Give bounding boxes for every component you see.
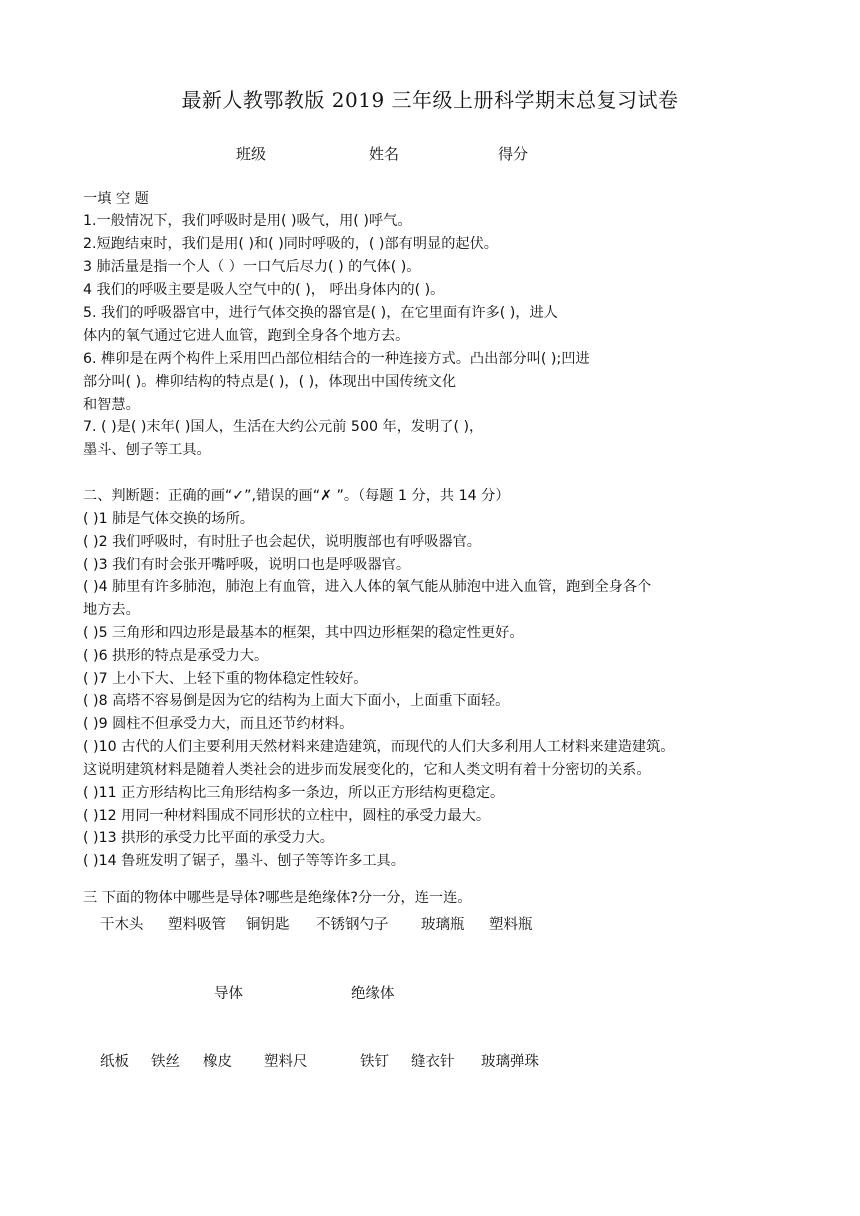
fill-blank-line: 和智慧。 (83, 397, 140, 413)
item-eraser: 橡皮 (203, 1054, 232, 1070)
judgment-line: ( )12 用同一种材料围成不同形状的立柱中，圆柱的承受力最大。 (83, 808, 491, 824)
judgment-line: ( )14 鲁班发明了锯子，墨斗、刨子等等许多工具。 (83, 853, 405, 869)
section3-heading: 三 下面的物体中哪些是导体?哪些是绝缘体?分一分，连一连。 (83, 890, 472, 906)
fill-blank-line: 墨斗、刨子等工具。 (83, 442, 211, 458)
section2-heading: 二、判断题：正确的画“✓”,错误的画“✗ ”。（每题 1 分，共 14 分） (83, 488, 510, 504)
fill-blank-line: 部分叫( )。榫卯结构的特点是( )，( )，体现出中国传统文化 (83, 374, 457, 390)
fill-blank-line: 体内的氧气通过它进人血管，跑到全身各个地方去。 (83, 328, 410, 344)
judgment-line: 地方去。 (83, 602, 140, 618)
judgment-line: ( )3 我们有时会张开嘴呼吸，说明口也是呼吸器官。 (83, 557, 411, 573)
top-items-row (100, 913, 549, 934)
judgment-line: ( )13 拱形的承受力比平面的承受力大。 (83, 830, 334, 846)
fill-blank-line: 5. 我们的呼吸器官中，进行气体交换的器官是( )，在它里面有许多( )，进人 (83, 305, 558, 321)
judgment-line: ( )6 拱形的特点是承受力大。 (83, 648, 269, 664)
item-sewing-needle: 缝衣针 (411, 1054, 455, 1070)
page-title: 最新人教鄂教版 2019 三年级上册科学期末总复习试卷 (181, 88, 679, 112)
item-cardboard: 纸板 (100, 1054, 129, 1070)
judgment-line: ( )7 上小下大、上轻下重的物体稳定性较好。 (83, 671, 368, 687)
class-label: 班级 (236, 145, 267, 163)
judgment-line: ( )10 古代的人们主要利用天然材料来建造建筑，而现代的人们大多利用人工材料来建造建筑。 (83, 739, 675, 755)
score-label: 得分 (498, 145, 529, 163)
item-plastic-straw: 塑料吸管 (168, 917, 226, 933)
judgment-line: ( )9 圆柱不但承受力大，而且还节约材料。 (83, 716, 354, 732)
item-steel-spoon: 不锈钢勺子 (316, 917, 389, 933)
item-copper-key: 铜钥匙 (246, 917, 290, 933)
category-insulator: 绝缘体 (351, 986, 395, 1002)
item-glass-marble: 玻璃弹珠 (481, 1054, 539, 1070)
fill-blank-line: 6. 榫卯是在两个构件上采用凹凸部位相结合的一种连接方式。凸出部分叫( );凹进 (83, 351, 590, 367)
fill-blank-line: 3 肺活量是指一个人（ ）一口气后尽力( ) 的气体( )。 (83, 259, 421, 275)
item-plastic-ruler: 塑料尺 (264, 1054, 308, 1070)
fill-blank-line: 4 我们的呼吸主要是吸人空气中的( )， 呼出身体内的( )。 (83, 282, 445, 298)
item-iron-wire: 铁丝 (151, 1054, 180, 1070)
fill-blank-line: 2.短跑结束时，我们是用( )和( )同时呼吸的，( )部有明显的起伏。 (83, 236, 498, 252)
judgment-line: 这说明建筑材料是随着人类社会的进步而发展变化的，它和人类文明有着十分密切的关系。 (83, 762, 651, 778)
judgment-line: ( )8 高塔不容易倒是因为它的结构为上面大下面小，上面重下面轻。 (83, 693, 510, 709)
item-plastic-bottle: 塑料瓶 (489, 917, 533, 933)
judgment-line: ( )11 正方形结构比三角形结构多一条边，所以正方形结构更稳定。 (83, 785, 505, 801)
fill-blank-line: 7. ( )是( )末年( )国人，生活在大约公元前 500 年，发明了( )， (83, 419, 484, 435)
bottom-items-row (100, 1050, 561, 1071)
judgment-line: ( )1 肺是气体交换的场所。 (83, 511, 254, 527)
judgment-line: ( )2 我们呼吸时，有时肚子也会起伏，说明腹部也有呼吸器官。 (83, 534, 481, 550)
judgment-line: ( )5 三角形和四边形是最基本的框架，其中四边形框架的稳定性更好。 (83, 625, 524, 641)
judgment-line: ( )4 肺里有许多肺泡，肺泡上有血管，进入人体的氧气能从肺泡中进入血管，跑到全身各个 (83, 579, 652, 595)
section1-heading: 一填 空 题 (83, 191, 149, 207)
category-conductor: 导体 (214, 986, 243, 1002)
name-label: 姓名 (369, 145, 400, 163)
fill-blank-line: 1.一般情况下，我们呼吸时是用( )吸气，用( )呼气。 (83, 213, 412, 229)
item-glass-bottle: 玻璃瓶 (421, 917, 465, 933)
item-dry-wood: 干木头 (100, 917, 144, 933)
item-iron-nail: 铁钉 (360, 1054, 389, 1070)
